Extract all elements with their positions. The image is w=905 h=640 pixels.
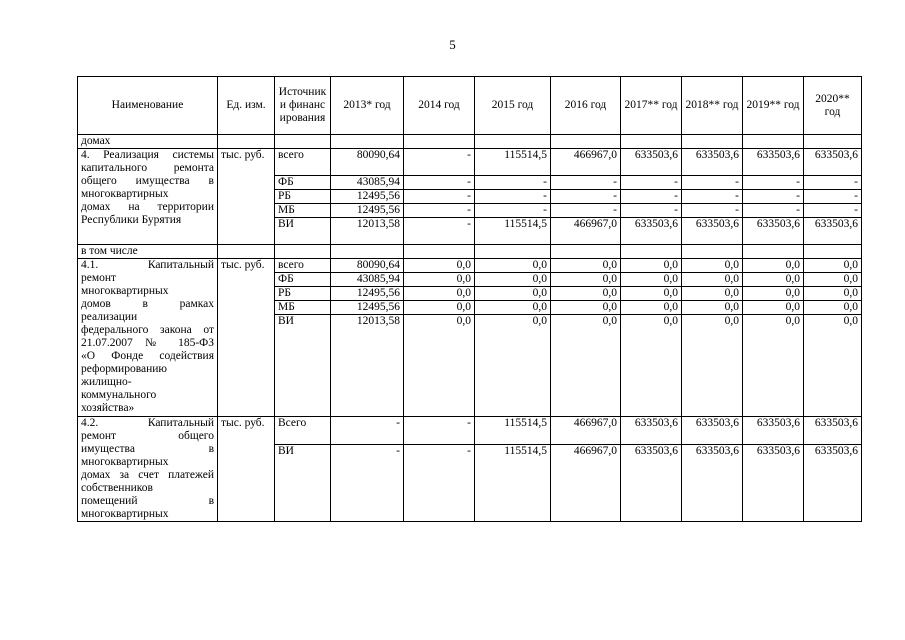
value-cell: 115514,5 bbox=[475, 218, 551, 245]
value-cell: - bbox=[551, 204, 621, 218]
value-cell: - bbox=[475, 176, 551, 190]
value-cell: 0,0 bbox=[804, 259, 862, 273]
value-cell: - bbox=[404, 176, 475, 190]
value-cell: - bbox=[551, 190, 621, 204]
source-cell: Всего bbox=[275, 417, 331, 445]
header-2014: 2014 год bbox=[404, 77, 475, 135]
value-cell: 115514,5 bbox=[475, 445, 551, 522]
value-cell: - bbox=[804, 190, 862, 204]
value-cell: 0,0 bbox=[743, 287, 804, 301]
value-cell: 633503,6 bbox=[682, 445, 743, 522]
header-2013: 2013* год bbox=[331, 77, 404, 135]
source-cell: ВИ bbox=[275, 218, 331, 245]
value-cell: 0,0 bbox=[551, 287, 621, 301]
header-2018: 2018** год bbox=[682, 77, 743, 135]
value-cell: 0,0 bbox=[551, 301, 621, 315]
value-cell: 0,0 bbox=[743, 301, 804, 315]
value-cell: 12495,56 bbox=[331, 204, 404, 218]
value-cell: 633503,6 bbox=[682, 218, 743, 245]
source-cell: всего bbox=[275, 149, 331, 176]
value-cell: 633503,6 bbox=[621, 445, 682, 522]
value-cell: 0,0 bbox=[404, 301, 475, 315]
financing-table bbox=[77, 76, 862, 522]
header-2019: 2019** год bbox=[743, 77, 804, 135]
header-2015: 2015 год bbox=[475, 77, 551, 135]
header-source: Источники финансирования bbox=[275, 77, 331, 135]
value-cell: 0,0 bbox=[475, 315, 551, 417]
source-cell: МБ bbox=[275, 204, 331, 218]
value-cell: - bbox=[404, 445, 475, 522]
value-cell: 466967,0 bbox=[551, 149, 621, 176]
value-cell: 633503,6 bbox=[621, 218, 682, 245]
value-cell: 12495,56 bbox=[331, 190, 404, 204]
value-cell: - bbox=[621, 190, 682, 204]
value-cell: 633503,6 bbox=[621, 149, 682, 176]
source-cell: РБ bbox=[275, 287, 331, 301]
value-cell: 0,0 bbox=[743, 273, 804, 287]
value-cell: 0,0 bbox=[804, 301, 862, 315]
value-cell: - bbox=[682, 204, 743, 218]
value-cell: 0,0 bbox=[621, 287, 682, 301]
value-cell: - bbox=[621, 176, 682, 190]
value-cell: 0,0 bbox=[682, 315, 743, 417]
value-cell: 633503,6 bbox=[743, 149, 804, 176]
value-cell: 80090,64 bbox=[331, 259, 404, 273]
value-cell: - bbox=[331, 445, 404, 522]
item42-name: 4.2. Капитальный ремонт общего имущества в многоквартирных домах за счет платежей собственников помещений в многоквартирных bbox=[78, 417, 218, 522]
value-cell: 633503,6 bbox=[621, 417, 682, 445]
value-cell: 633503,6 bbox=[804, 149, 862, 176]
value-cell: 0,0 bbox=[743, 315, 804, 417]
value-cell: 0,0 bbox=[621, 259, 682, 273]
in-total-label: в том числе bbox=[78, 245, 218, 259]
value-cell: 633503,6 bbox=[682, 149, 743, 176]
value-cell: 0,0 bbox=[404, 259, 475, 273]
value-cell: 115514,5 bbox=[475, 149, 551, 176]
value-cell: 0,0 bbox=[475, 301, 551, 315]
value-cell: - bbox=[404, 218, 475, 245]
value-cell: 0,0 bbox=[682, 259, 743, 273]
value-cell: 0,0 bbox=[551, 315, 621, 417]
value-cell: 0,0 bbox=[475, 273, 551, 287]
page-number: 5 bbox=[449, 37, 456, 52]
value-cell: - bbox=[621, 204, 682, 218]
value-cell: 0,0 bbox=[621, 315, 682, 417]
value-cell: 12013,58 bbox=[331, 315, 404, 417]
value-cell: 0,0 bbox=[404, 287, 475, 301]
value-cell: - bbox=[682, 190, 743, 204]
value-cell: - bbox=[331, 417, 404, 445]
header-name: Наименование bbox=[78, 77, 218, 135]
value-cell: 0,0 bbox=[404, 273, 475, 287]
item4-unit: тыс. руб. bbox=[218, 149, 275, 245]
value-cell: 0,0 bbox=[804, 315, 862, 417]
header-unit: Ед. изм. bbox=[218, 77, 275, 135]
value-cell: - bbox=[743, 204, 804, 218]
value-cell: 633503,6 bbox=[743, 417, 804, 445]
value-cell: - bbox=[804, 204, 862, 218]
table-row bbox=[78, 149, 862, 176]
header-2016: 2016 год bbox=[551, 77, 621, 135]
value-cell: 0,0 bbox=[475, 259, 551, 273]
value-cell: 0,0 bbox=[404, 315, 475, 417]
source-cell: ФБ bbox=[275, 273, 331, 287]
value-cell: - bbox=[404, 204, 475, 218]
item4-name: 4. Реализация системы капитального ремонта общего имущества в многоквартирных домах на территории Республики Бурятия bbox=[78, 149, 218, 245]
header-2017: 2017** год bbox=[621, 77, 682, 135]
value-cell: 633503,6 bbox=[743, 218, 804, 245]
value-cell: - bbox=[404, 190, 475, 204]
source-cell: ФБ bbox=[275, 176, 331, 190]
item41-unit: тыс. руб. bbox=[218, 259, 275, 417]
value-cell: - bbox=[682, 176, 743, 190]
source-cell: МБ bbox=[275, 301, 331, 315]
value-cell: 12495,56 bbox=[331, 301, 404, 315]
in-total-row bbox=[78, 245, 862, 259]
value-cell: 0,0 bbox=[621, 273, 682, 287]
value-cell: - bbox=[743, 190, 804, 204]
value-cell: - bbox=[804, 176, 862, 190]
value-cell: 633503,6 bbox=[804, 445, 862, 522]
source-cell: ВИ bbox=[275, 315, 331, 417]
value-cell: 0,0 bbox=[804, 287, 862, 301]
value-cell: - bbox=[404, 149, 475, 176]
item42-unit: тыс. руб. bbox=[218, 417, 275, 522]
value-cell: 0,0 bbox=[682, 287, 743, 301]
header-2020: 2020** год bbox=[804, 77, 862, 135]
header-row bbox=[78, 77, 862, 135]
table-row bbox=[78, 259, 862, 273]
value-cell: 12013,58 bbox=[331, 218, 404, 245]
value-cell: 0,0 bbox=[743, 259, 804, 273]
value-cell: 80090,64 bbox=[331, 149, 404, 176]
value-cell: 466967,0 bbox=[551, 218, 621, 245]
value-cell: 0,0 bbox=[551, 259, 621, 273]
value-cell: 115514,5 bbox=[475, 417, 551, 445]
value-cell: - bbox=[551, 176, 621, 190]
value-cell: - bbox=[404, 417, 475, 445]
value-cell: 43085,94 bbox=[331, 176, 404, 190]
value-cell: - bbox=[475, 190, 551, 204]
item41-name: 4.1. Капитальный ремонт многоквартирных домов в рамках реализации федерального закона от 21.07.2007 № 185-ФЗ «О Фонде содействия реформированию жилищно- коммунального хозяйства» bbox=[78, 259, 218, 417]
value-cell: - bbox=[475, 204, 551, 218]
continued-row bbox=[78, 135, 862, 149]
value-cell: 0,0 bbox=[621, 301, 682, 315]
value-cell: 633503,6 bbox=[804, 417, 862, 445]
value-cell: 12495,56 bbox=[331, 287, 404, 301]
value-cell: 633503,6 bbox=[743, 445, 804, 522]
value-cell: 633503,6 bbox=[804, 218, 862, 245]
value-cell: 633503,6 bbox=[682, 417, 743, 445]
source-cell: РБ bbox=[275, 190, 331, 204]
value-cell: 0,0 bbox=[804, 273, 862, 287]
value-cell: 43085,94 bbox=[331, 273, 404, 287]
source-cell: всего bbox=[275, 259, 331, 273]
value-cell: 466967,0 bbox=[551, 417, 621, 445]
value-cell: 0,0 bbox=[551, 273, 621, 287]
continued-text: домах bbox=[78, 135, 218, 149]
value-cell: 0,0 bbox=[682, 273, 743, 287]
value-cell: 466967,0 bbox=[551, 445, 621, 522]
value-cell: 0,0 bbox=[475, 287, 551, 301]
source-cell: ВИ bbox=[275, 445, 331, 522]
value-cell: - bbox=[743, 176, 804, 190]
value-cell: 0,0 bbox=[682, 301, 743, 315]
table-row bbox=[78, 417, 862, 445]
